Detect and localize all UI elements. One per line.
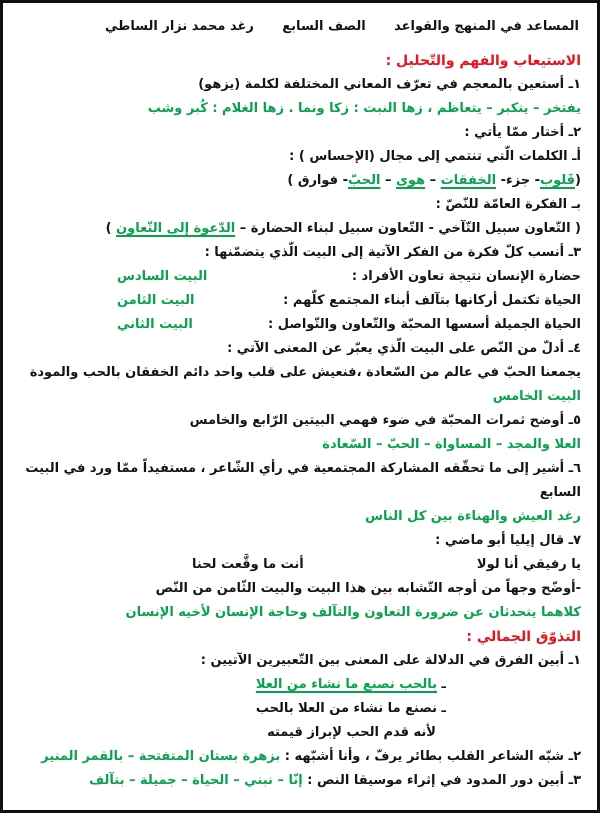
page-header <box>17 19 581 34</box>
answer-text: البيت السادس <box>117 269 208 284</box>
text-line <box>17 337 581 361</box>
answer-segment: بزهرة بستان المتفتحة – بالقمر المنير <box>41 749 281 764</box>
answer-segment: كلاهما يتحدثان عن ضرورة التعاون والتآلف وحاجة الإنسان لأخيه الإنسان <box>125 605 581 620</box>
answer-text: البيت الثامن <box>117 293 195 308</box>
text-segment: - فوارق ) <box>287 173 348 188</box>
text-segment: ٦ـ أشير إلى ما تحقّقه المشاركة المجتمعية في رأي الشّاعر ، مستفيداً ممّا ورد في البيت <box>25 461 581 476</box>
text-segment: ٤ـ أدلّ من النّص على البيت الّذي يعبّر عن المعنى الآتي : <box>227 341 581 356</box>
text-segment: يجمعنا الحبّ في عالم من السّعادة ،فنعيش على قلب واحد دائم الخفقان بالحب والمودة <box>29 365 581 380</box>
text-line <box>17 577 581 601</box>
verse-first-hemistich: يا رفيقي أنا لولا <box>476 557 581 572</box>
question-answer-row <box>17 265 581 289</box>
text-segment: ٧ـ قال إيليا أبو ماضي : <box>435 533 581 548</box>
text-line <box>17 481 581 505</box>
text-line <box>17 673 581 697</box>
text-line <box>17 457 581 481</box>
section-heading: التذوّق الجمالي : <box>466 629 581 645</box>
answer-segment: رغد العيش والهناءة بين كل الناس <box>365 509 581 524</box>
text-line <box>17 145 581 169</box>
text-line <box>17 649 581 673</box>
text-line <box>17 73 581 97</box>
text-segment: - جزء- <box>496 173 540 188</box>
text-segment: – <box>425 173 441 188</box>
answer-segment: بالحب نصنع ما نشاء من العلا <box>255 677 438 692</box>
answer-segment: هوى <box>396 173 426 188</box>
text-segment: ) <box>105 221 117 236</box>
text-segment: ٢ـ أختار ممّا يأتي : <box>464 125 581 140</box>
text-segment: ـ نصنع ما نشاء من العلا بالحب <box>255 701 446 716</box>
answer-segment: العلا والمجد – المساواة – الحبّ – السّعادة <box>322 437 581 452</box>
text-line <box>17 697 581 721</box>
text-line <box>17 769 581 793</box>
text-line <box>17 433 581 457</box>
text-segment: ٢ـ شبّه الشاعر القلب بطائر يرفّ ، وأنا أشبّهه : <box>280 749 581 764</box>
header-author-name: رغد محمد نزار الساطي <box>105 19 254 34</box>
question-text: الحياة الجميلة أسسها المحبّة والتّعاون والتّواصل : <box>267 317 581 332</box>
text-line <box>17 241 581 265</box>
answer-segment: الحبّ <box>347 173 381 188</box>
text-line <box>17 529 581 553</box>
answer-segment: الدّعوة إلى التّعاون <box>116 221 236 236</box>
answer-segment: يفتخر – يتكبر – يتعاظم ، زها النبت : زكا ونما . زها الغلام : كُبر وشب <box>147 101 581 116</box>
question-text: الحياة تكتمل أركانها بتآلف أبناء المجتمع كلّهم : <box>283 293 581 308</box>
verse-row <box>17 553 581 577</box>
text-segment: ( التّعاون سبيل التّآخي - التّعاون سبيل لبناء الحضارة – <box>235 221 581 236</box>
text-segment: أـ الكلمات الّتي تنتمي إلى مجال (الإحساس ) : <box>289 149 581 164</box>
text-line <box>17 361 581 385</box>
text-line <box>17 745 581 769</box>
text-segment: ١ـ أبين الفرق في الدلالة على المعنى بين التّعبيرين الآتيين : <box>200 653 581 668</box>
verse-second-hemistich: أنت ما وقَّعت لحنا <box>192 557 304 572</box>
header-grade-label: الصف السابع <box>282 19 366 34</box>
answer-text: البيت الثاني <box>117 317 193 332</box>
text-line <box>17 97 581 121</box>
text-segment: ٣ـ أنسب كلّ فكرة من الفكر الآتية إلى البيت الّذي يتضمّنها : <box>204 245 581 260</box>
text-segment: ٣ـ أبين دور المدود في إثراء موسيقا النص : <box>302 773 581 788</box>
text-line <box>17 193 581 217</box>
question-text: حضارة الإنسان نتيجة تعاون الأفراد : <box>351 269 581 284</box>
text-segment: ١ـ أستعين بالمعجم في تعرّف المعاني المختلفة لكلمة (يزهو) <box>198 77 581 92</box>
answer-segment: الخفقات <box>440 173 497 188</box>
question-answer-row <box>17 289 581 313</box>
text-line <box>17 385 581 409</box>
text-line <box>17 721 581 745</box>
section-heading: الاستيعاب والفهم والتّحليل : <box>385 53 581 69</box>
text-segment: ( <box>575 173 581 188</box>
answer-segment: إنّا – نبني – الحياة – جميلة – بتآلف <box>89 773 303 788</box>
worksheet-lines <box>17 49 581 793</box>
text-segment: – <box>380 173 397 188</box>
text-segment: ٥ـ أوضح ثمرات المحبّة في ضوء فهمي البيتين الرّابع والخامس <box>189 413 581 428</box>
text-segment: السابع <box>539 485 581 500</box>
text-line <box>17 505 581 529</box>
text-segment: لأنه قدم الحب لإبراز قيمته <box>267 725 436 740</box>
text-line <box>17 169 581 193</box>
text-line <box>17 217 581 241</box>
text-segment: ـ <box>437 677 446 692</box>
text-line <box>17 601 581 625</box>
header-book-title: المساعد في المنهج والقواعد <box>394 19 579 34</box>
text-segment: -أوضّح وجهاً من أوجه التّشابه بين هذا البيت والبيت الثّامن من النّص <box>155 581 581 596</box>
question-answer-row <box>17 313 581 337</box>
text-segment: بـ الفكرة العامّة للنّصّ : <box>435 197 581 212</box>
answer-segment: البيت الخامس <box>492 389 581 404</box>
text-line <box>17 121 581 145</box>
text-line <box>17 409 581 433</box>
answer-segment: قَلوب <box>540 173 576 188</box>
